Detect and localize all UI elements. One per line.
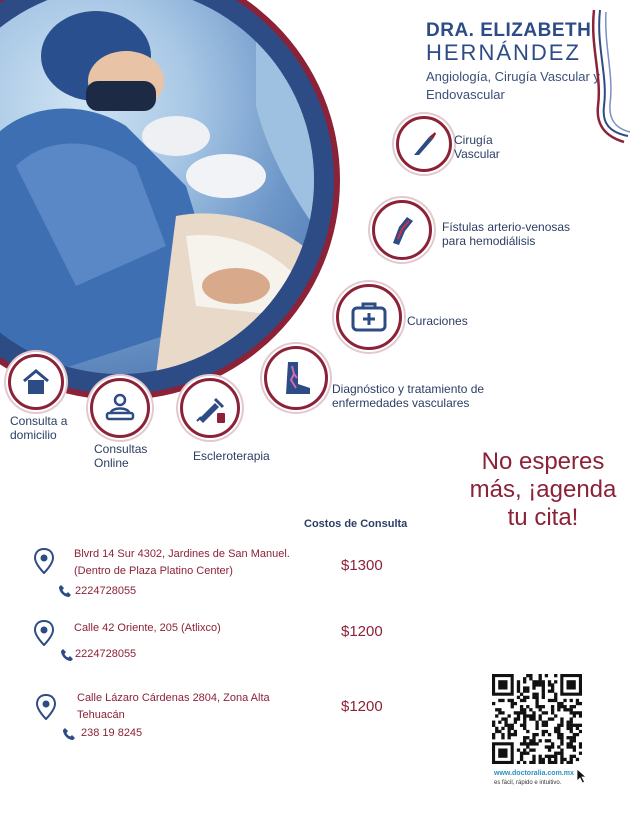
doctor-name-line1: DRA. ELIZABETH (426, 20, 592, 41)
location-pin-icon (36, 694, 56, 720)
address-line: Tehuacán (77, 709, 125, 721)
address-line: Calle Lázaro Cárdenas 2804, Zona Alta (77, 692, 270, 704)
address-line: Calle 42 Oriente, 205 (Atlixco) (74, 622, 221, 634)
service-label: Consulta a domicilio (10, 414, 68, 442)
phone-icon (58, 584, 72, 598)
qr-url[interactable]: www.doctoralia.com.mx (494, 770, 574, 777)
syringe-icon (180, 378, 240, 438)
price: $1200 (341, 698, 383, 715)
service-label: Cirugía Vascular (454, 133, 500, 161)
surgery-photo (0, 0, 340, 400)
price: $1300 (341, 557, 383, 574)
phone-number: 2224728055 (75, 648, 137, 660)
service-label: Fístulas arterio-venosas para hemodiálisis (442, 220, 571, 248)
home-icon (8, 354, 64, 410)
service-label: Escleroterapia (193, 449, 270, 463)
cursor-icon (576, 768, 588, 784)
scalpel-icon (396, 116, 452, 172)
phone-icon (62, 727, 76, 741)
leg-logo-icon (584, 6, 634, 148)
phone-icon (60, 648, 74, 662)
service-label: Curaciones (407, 314, 468, 328)
qr-tagline: es fácil, rápido e intuitivo. (494, 780, 562, 786)
specialty-subtitle: Angiología, Cirugía Vascular y Endovascular (426, 69, 600, 102)
cta-text: No esperes más, ¡agenda tu cita! (469, 448, 617, 531)
leg-veins-icon (264, 346, 328, 410)
arm-vein-icon (372, 200, 432, 260)
address-line: Blvrd 14 Sur 4302, Jardines de San Manuel. (74, 548, 290, 560)
doctor-name-line2: HERNÁNDEZ (426, 40, 581, 65)
costs-title: Costos de Consulta (304, 518, 408, 530)
phone-number: 2224728055 (75, 585, 137, 597)
laptop-user-icon (90, 378, 150, 438)
first-aid-kit-icon (336, 284, 402, 350)
phone-number: 238 19 8245 (81, 727, 143, 739)
location-pin-icon (34, 620, 54, 646)
address-line: (Dentro de Plaza Platino Center) (74, 565, 233, 577)
qr-code[interactable] (492, 674, 582, 764)
service-label: Diagnóstico y tratamiento de enfermedades vasculares (332, 382, 485, 410)
price: $1200 (341, 623, 383, 640)
service-label: Consultas Online (94, 442, 148, 470)
location-pin-icon (34, 548, 54, 574)
